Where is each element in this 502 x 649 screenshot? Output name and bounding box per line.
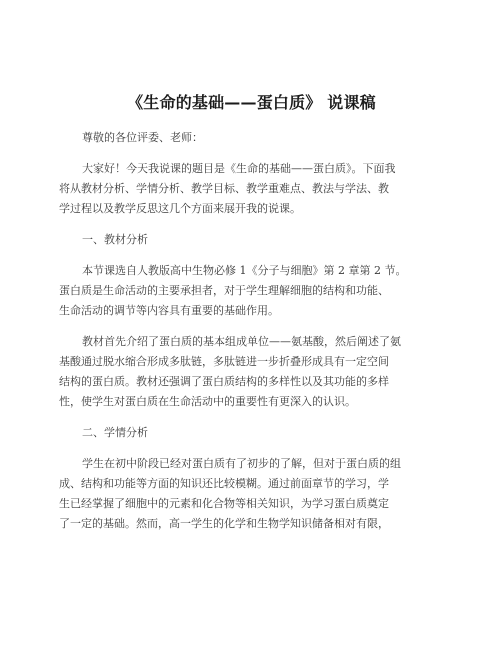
section2-heading-text: 二、学情分析 (82, 426, 148, 439)
greeting-line: 尊敬的各位评委、老师： (82, 131, 203, 144)
section-heading-student-analysis (59, 423, 444, 443)
textbook-paragraph-2 (59, 332, 444, 412)
s2p1-line-3: 生已经掌握了细胞中的元素和化合物等相关知识，为学习蛋白质奠定 (59, 497, 389, 510)
section-heading-textbook-analysis (59, 230, 444, 250)
s2p1-line-2: 成、结构和功能等方面的知识还比较模糊。通过前面章节的学习，学 (59, 477, 389, 490)
s1p1-line-3: 生命活动的调节等内容具有重要的基础作用。 (59, 304, 279, 317)
textbook-paragraph-1 (59, 261, 444, 321)
s1p2-line-3: 结构的蛋白质。教材还强调了蛋白质结构的多样性以及其功能的多样 (59, 375, 389, 388)
s1p2-line-2: 基酸通过脱水缩合形成多肽链，多肽链进一步折叠形成具有一定空间 (59, 355, 389, 368)
s1p1-line-2: 蛋白质是生命活动的主要承担者，对于学生理解细胞的结构和功能、 (59, 284, 389, 297)
s2p1-line-1: 学生在初中阶段已经对蛋白质有了初步的了解，但对于蛋白质的组 (82, 457, 401, 470)
intro-line-3: 学过程以及教学反思这几个方面来展开我的说课。 (59, 202, 301, 215)
s1p2-line-4: 性，使学生对蛋白质在生命活动中的重要性有更深入的认识。 (59, 395, 356, 408)
intro-line-2: 将从教材分析、学情分析、教学目标、教学重难点、教法与学法、教 (59, 182, 389, 195)
section1-heading-text: 一、教材分析 (82, 233, 148, 246)
intro-paragraph (59, 159, 444, 219)
document-title: 《生命的基础——蛋白质》 说课稿 (127, 93, 376, 112)
s1p1-line-1: 本节课选自人教版高中生物必修 1《分子与细胞》第 2 章第 2 节。 (82, 264, 407, 277)
s1p2-line-1: 教材首先介绍了蛋白质的基本组成单位——氨基酸，然后阐述了氨 (82, 335, 401, 348)
greeting-paragraph (59, 128, 444, 148)
student-paragraph-1 (59, 454, 444, 534)
intro-line-1: 大家好！今天我说课的题目是《生命的基础——蛋白质》。下面我 (82, 162, 396, 175)
s2p1-line-4: 了一定的基础。然而，高一学生的化学和生物学知识储备相对有限， (59, 517, 389, 530)
